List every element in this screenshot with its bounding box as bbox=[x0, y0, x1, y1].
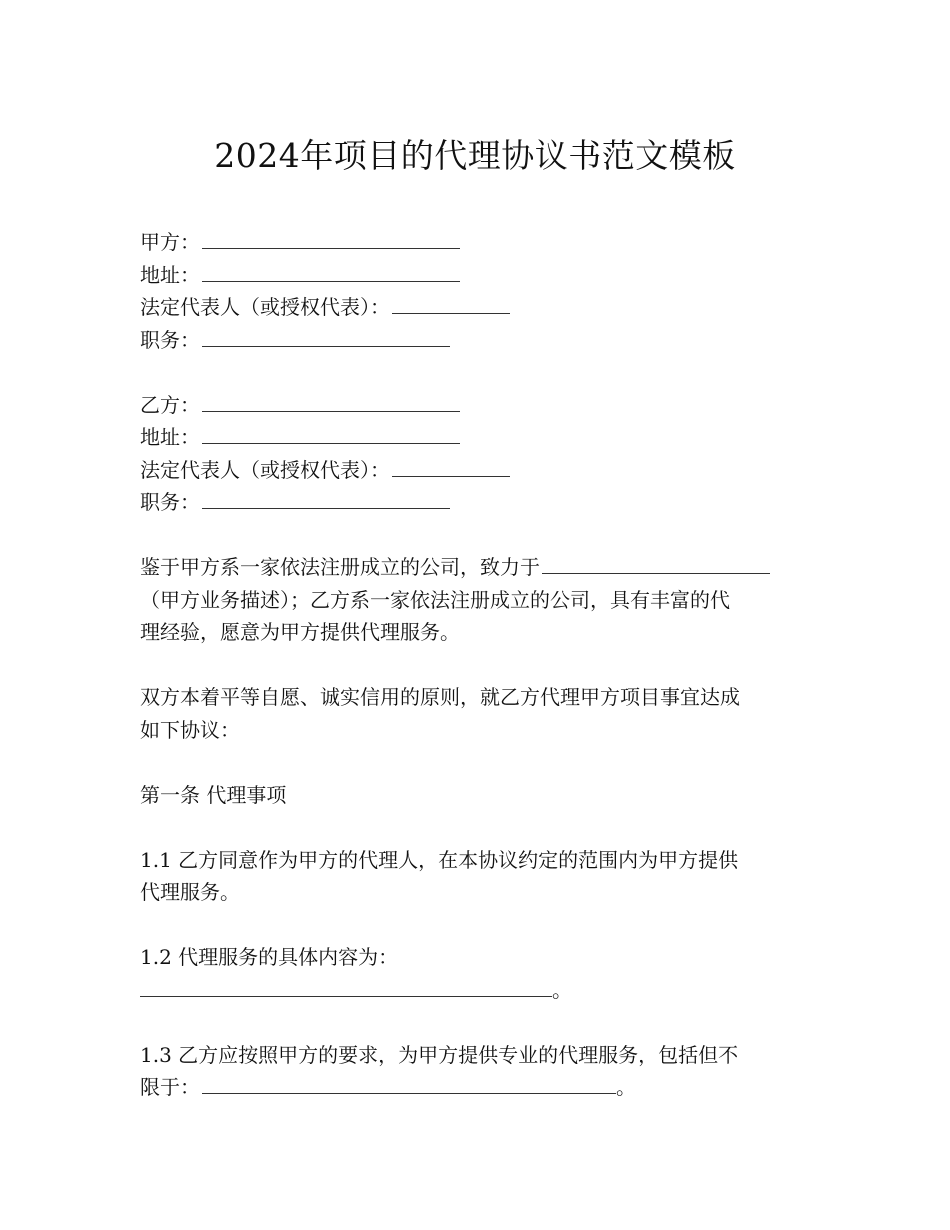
clause-1-2-line-2 bbox=[140, 974, 810, 1007]
party-b-rep-label: 法定代表人（或授权代表）： bbox=[140, 457, 390, 482]
service-content-blank[interactable] bbox=[140, 976, 552, 997]
recital-1-line-2: （甲方业务描述）；乙方系一家依法注册成立的公司，具有丰富的代 bbox=[140, 587, 730, 612]
party-b-address-blank[interactable] bbox=[202, 423, 460, 444]
clause-1-2-end: 。 bbox=[552, 977, 572, 1002]
service-scope-blank[interactable] bbox=[202, 1073, 616, 1094]
party-b-position-blank[interactable] bbox=[202, 488, 450, 509]
party-a-name-blank[interactable] bbox=[202, 228, 460, 249]
party-b-position-label: 职务： bbox=[140, 490, 200, 514]
party-a-business-blank[interactable] bbox=[542, 553, 770, 574]
spacer bbox=[140, 811, 810, 844]
party-b-name-line bbox=[140, 389, 810, 422]
spacer bbox=[140, 519, 810, 552]
party-a-rep-line bbox=[140, 291, 810, 324]
party-a-name-line bbox=[140, 226, 810, 259]
party-b-name-label: 乙方： bbox=[140, 392, 200, 417]
party-b-address-line bbox=[140, 421, 810, 454]
party-a-address-line bbox=[140, 259, 810, 292]
recital-1-line-3: 理经验，愿意为甲方提供代理服务。 bbox=[140, 620, 460, 644]
spacer bbox=[140, 649, 810, 682]
party-a-position-line bbox=[140, 324, 810, 357]
party-a-address-label: 地址： bbox=[140, 262, 200, 287]
party-b-position-line bbox=[140, 486, 810, 519]
clause-1-1-line-1: 1.1 乙方同意作为甲方的代理人，在本协议约定的范围内为甲方提供 bbox=[140, 847, 739, 872]
party-a-name-label: 甲方： bbox=[140, 230, 200, 254]
party-a-position-blank[interactable] bbox=[202, 326, 450, 347]
spacer bbox=[140, 746, 810, 779]
party-b-rep-blank[interactable] bbox=[392, 456, 510, 477]
clause-1-3-line-2 bbox=[140, 1071, 810, 1104]
recital-1-text-start: 鉴于甲方系一家依法注册成立的公司，致力于 bbox=[140, 555, 540, 579]
party-a-address-blank[interactable] bbox=[202, 261, 460, 282]
clause-1-3-end: 。 bbox=[616, 1075, 636, 1099]
clause-1-1-line-2: 代理服务。 bbox=[140, 880, 240, 904]
clause-1-3-line-1: 1.3 乙方应按照甲方的要求，为甲方提供专业的代理服务，包括但不 bbox=[140, 1042, 739, 1067]
recital-1-line-1 bbox=[140, 551, 810, 584]
party-a-rep-blank[interactable] bbox=[392, 293, 510, 314]
spacer bbox=[140, 356, 810, 389]
party-b-address-label: 地址： bbox=[140, 425, 200, 449]
clause-1-3-text-start: 限于： bbox=[140, 1075, 200, 1099]
party-b-name-blank[interactable] bbox=[202, 391, 460, 412]
spacer bbox=[140, 1006, 810, 1039]
recital-2-line-2: 如下协议： bbox=[140, 717, 240, 742]
article-1-heading: 第一条 代理事项 bbox=[140, 782, 287, 807]
party-a-rep-label: 法定代表人（或授权代表）： bbox=[140, 295, 390, 319]
document-body bbox=[140, 226, 810, 1104]
recital-2-line-1: 双方本着平等自愿、诚实信用的原则，就乙方代理甲方项目事宜达成 bbox=[140, 685, 740, 709]
party-b-rep-line bbox=[140, 454, 810, 487]
spacer bbox=[140, 909, 810, 942]
document-title: 2024年项目的代理协议书范文模板 bbox=[214, 136, 736, 175]
clause-1-2-line-1: 1.2 代理服务的具体内容为： bbox=[140, 945, 399, 969]
party-a-position-label: 职务： bbox=[140, 327, 200, 352]
